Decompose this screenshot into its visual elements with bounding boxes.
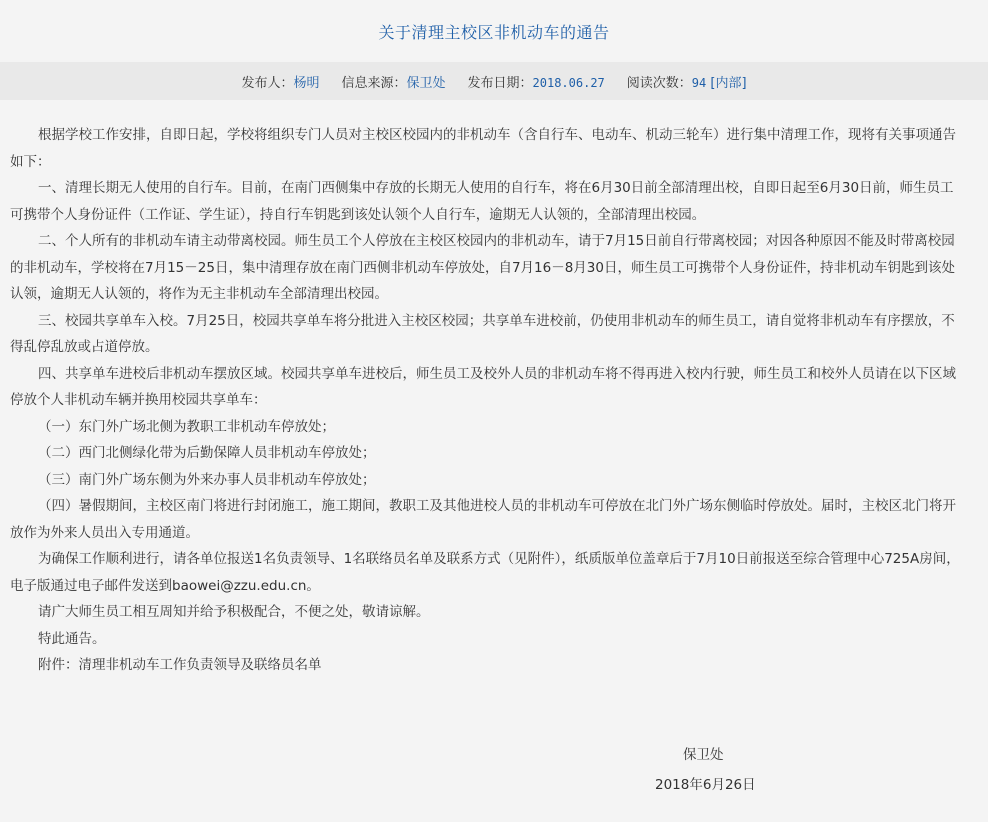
- scope-badge: [内部]: [710, 75, 747, 91]
- list-item: （二）西门北侧绿化带为后勤保障人员非机动车停放处；: [38, 445, 376, 461]
- meta-publisher: [241, 72, 319, 91]
- date-label: 发布日期：: [467, 75, 533, 91]
- signature-date: 2018年6月26日: [655, 777, 756, 793]
- notice-body: [0, 100, 988, 679]
- list-item: （三）南门外广场东侧为外来办事人员非机动车停放处；: [38, 471, 376, 488]
- paragraph: 二、个人所有的非机动车请主动带离校园。师生员工个人停放在主校区校园内的非机动车，请于7月15日前自行带离校园；对因各种原因不能及时带离校园的非机动车，学校将在7月15－25日，集中清理存放在南门西侧非机动车停放处，自7月16－8月30日，师生员工可携带个人身份证件，持非机动车钥匙到该处认领，逾期无人认领的，将作为无主非机动车全部清理出校园。: [10, 233, 955, 302]
- signature-org: 保卫处: [683, 747, 724, 763]
- paragraph: 特此通告。: [38, 630, 106, 647]
- page-title: 关于清理主校区非机动车的通告: [378, 22, 610, 42]
- views-label: 阅读次数：: [626, 75, 692, 91]
- attachment-line: 附件：清理非机动车工作负责领导及联络员名单: [38, 657, 322, 673]
- meta-bar: [0, 62, 988, 100]
- list-item: （一）东门外广场北侧为教职工非机动车停放处；: [38, 418, 335, 435]
- paragraph: 三、校园共享单车入校。7月25日，校园共享单车将分批进入主校区校园；共享单车进校前，仍使用非机动车的师生员工，请自觉将非机动车有序摆放，不得乱停乱放或占道停放。: [10, 312, 955, 355]
- meta-views: [627, 72, 747, 91]
- list-item: （四）暑假期间，主校区南门将进行封闭施工，施工期间，教职工及其他进校人员的非机动车可停放在北门外广场东侧临时停放处。届时，主校区北门将开放作为外来人员出入专用通道。: [10, 498, 956, 541]
- paragraph: 请广大师生员工相互周知并给予积极配合，不便之处，敬请谅解。: [38, 604, 430, 620]
- source-label: 信息来源：: [341, 75, 407, 91]
- meta-date: [468, 72, 605, 91]
- paragraph: 根据学校工作安排，自即日起，学校将组织专门人员对主校区校园内的非机动车（含自行车、电动车、机动三轮车）进行集中清理工作，现将有关事项通告如下：: [10, 127, 956, 170]
- publisher-label: 发布人：: [241, 75, 294, 91]
- paragraph: 一、清理长期无人使用的自行车。目前，在南门西侧集中存放的长期无人使用的自行车，将在6月30日前全部清理出校，自即日起至6月30日前，师生员工可携带个人身份证件（工作证、学生证），持自行车钥匙到该处认领个人自行车，逾期无人认领的，全部清理出校园。: [10, 180, 954, 223]
- meta-source: [341, 72, 445, 91]
- title-bar: [0, 0, 988, 62]
- views-count: 94: [691, 75, 707, 90]
- paragraph: 四、共享单车进校后非机动车摆放区域。校园共享单车进校后，师生员工及校外人员的非机动车将不得再进入校内行驶，师生员工和校外人员请在以下区域停放个人非机动车辆并换用校园共享单车：: [10, 365, 956, 408]
- source-name: 保卫处: [406, 75, 446, 91]
- paragraph: 为确保工作顺利进行，请各单位报送1名负责领导、1名联络员名单及联系方式（见附件），纸质版单位盖章后于7月10日前报送至综合管理中心725A房间，电子版通过电子邮件发送到baowei@zzu.edu.cn。: [10, 551, 960, 594]
- publish-date: 2018.06.27: [532, 75, 605, 90]
- publisher-name: 杨明: [293, 75, 320, 91]
